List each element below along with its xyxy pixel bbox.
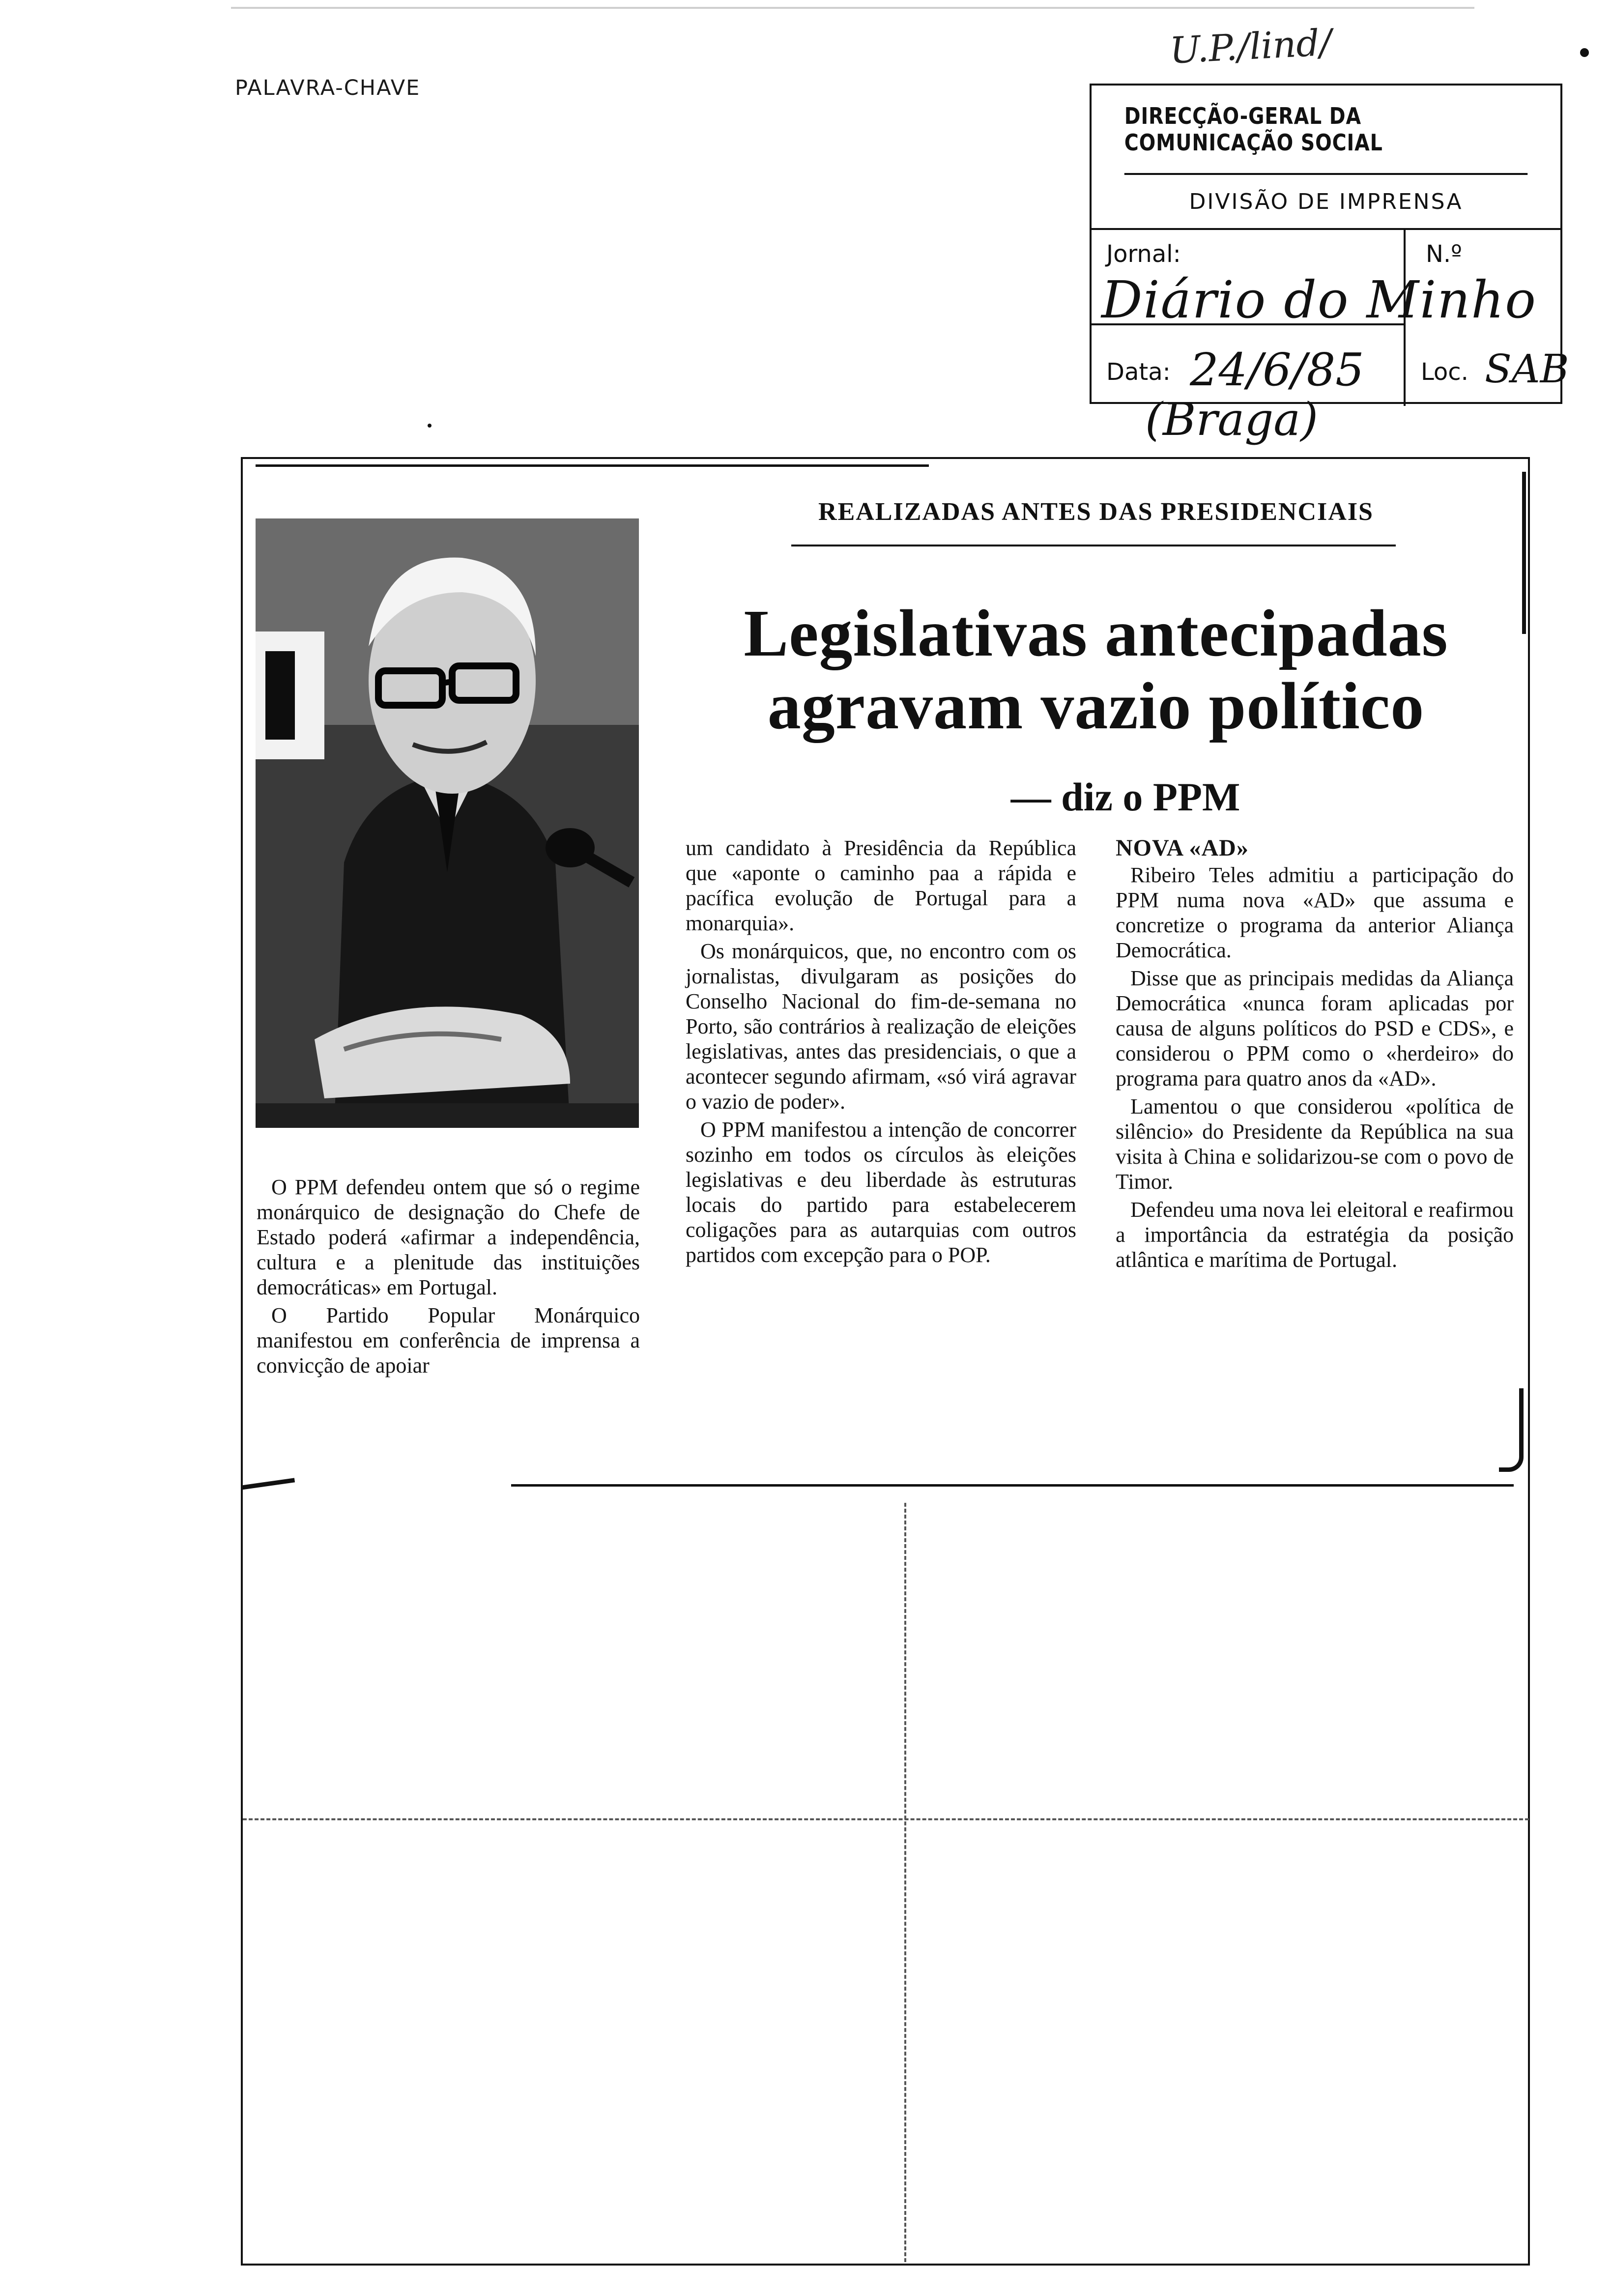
- stamp-loc-handwritten: SAB: [1485, 346, 1569, 392]
- ink-dot: [428, 424, 432, 428]
- article-column-1: [257, 1175, 640, 1381]
- paragraph: O PPM defendeu ontem que só o regime monárquico de designação do Chefe de Estado poderá «afirmar a independência, cultura e a plenitude das instituições democráticas» em Portugal.: [257, 1175, 640, 1299]
- article-kicker: REALIZADAS ANTES DAS PRESIDENCIAIS: [818, 498, 1374, 526]
- paragraph: um candidato à Presidência da República que «aponte o caminho paa a rápida e pacífica evolução de Portugal para a monarquia».: [686, 836, 1076, 935]
- frame-divider-vertical: [904, 1503, 906, 2262]
- article-headline: [678, 597, 1514, 743]
- clipping-edge: [256, 464, 929, 467]
- end-bracket: [1499, 1388, 1524, 1472]
- stamp-journal-handwritten: Diário do Minho: [1101, 270, 1537, 330]
- article-subhead: — diz o PPM: [1010, 775, 1240, 819]
- page-top-rule: [231, 7, 1474, 9]
- paragraph: Ribeiro Teles admitiu a participação do PPM numa nova «AD» que assuma e concretize o programa da anterior Aliança Democrática.: [1116, 863, 1514, 962]
- archive-stamp: [1090, 84, 1569, 404]
- handwritten-initials: U.P./lind/: [1168, 21, 1333, 72]
- keyword-label: PALAVRA-CHAVE: [235, 76, 421, 100]
- paragraph: O PPM manifestou a intenção de concorrer sozinho em todos os círculos às eleições legislativas e deu liberdade às estruturas locais do partido para estabelecerem coligações para as autarquias com outros partidos com excepção para o POP.: [686, 1118, 1076, 1267]
- stamp-city-handwritten: (Braga): [1145, 393, 1318, 446]
- article-column-3: [1116, 835, 1514, 1275]
- ink-dot: [1580, 48, 1589, 57]
- stamp-organization: DIRECÇÃO-GERAL DA COMUNICAÇÃO SOCIAL: [1124, 86, 1527, 175]
- frame-divider-horizontal: [243, 1818, 1529, 1820]
- paragraph: Lamentou o que considerou «política de silêncio» do Presidente da República na sua visita à China e solidarizou-se com o povo de Timor.: [1116, 1094, 1514, 1194]
- stamp-loc-label: Loc.: [1421, 358, 1468, 386]
- stamp-division: DIVISÃO DE IMPRENSA: [1092, 175, 1560, 230]
- stamp-date-handwritten: 24/6/85: [1190, 344, 1364, 396]
- stamp-number-label: N.º: [1426, 240, 1462, 268]
- paragraph: O Partido Popular Monárquico manifestou em conferência de imprensa a convicção de apoiar: [257, 1303, 640, 1378]
- kicker-rule: [791, 545, 1396, 546]
- speaker-photo: [256, 518, 639, 1128]
- portrait-image: [256, 518, 639, 1128]
- headline-line-2: agravam vazio político: [767, 669, 1425, 743]
- paragraph: Disse que as principais medidas da Aliança Democrática «nunca foram aplicadas por causa de alguns políticos do PSD e CDS», e considerou o PPM como o «herdeiro» do programa para quatro anos da «AD».: [1116, 966, 1514, 1091]
- stamp-journal-label: Jornal:: [1106, 240, 1181, 268]
- clipping-edge: [1522, 472, 1526, 634]
- headline-line-1: Legislativas antecipadas: [744, 597, 1448, 670]
- article-column-2: [686, 835, 1076, 1270]
- paragraph: Os monárquicos, que, no encontro com os jornalistas, divulgaram as posições do Conselho Nacional do fim-de-semana no Porto, são contrários à realização de eleições legislativas, antes das presidenciais, o que a acontecer segundo afirmam, «só virá agravar o vazio de poder».: [686, 939, 1076, 1114]
- column-subheading: NOVA «AD»: [1116, 835, 1249, 861]
- paragraph: Defendeu uma nova lei eleitoral e reafirmou a importância da estratégia da posição atlântica e marítima de Portugal.: [1116, 1198, 1514, 1272]
- stamp-date-label: Data:: [1106, 358, 1171, 386]
- clipping-edge: [511, 1484, 1514, 1487]
